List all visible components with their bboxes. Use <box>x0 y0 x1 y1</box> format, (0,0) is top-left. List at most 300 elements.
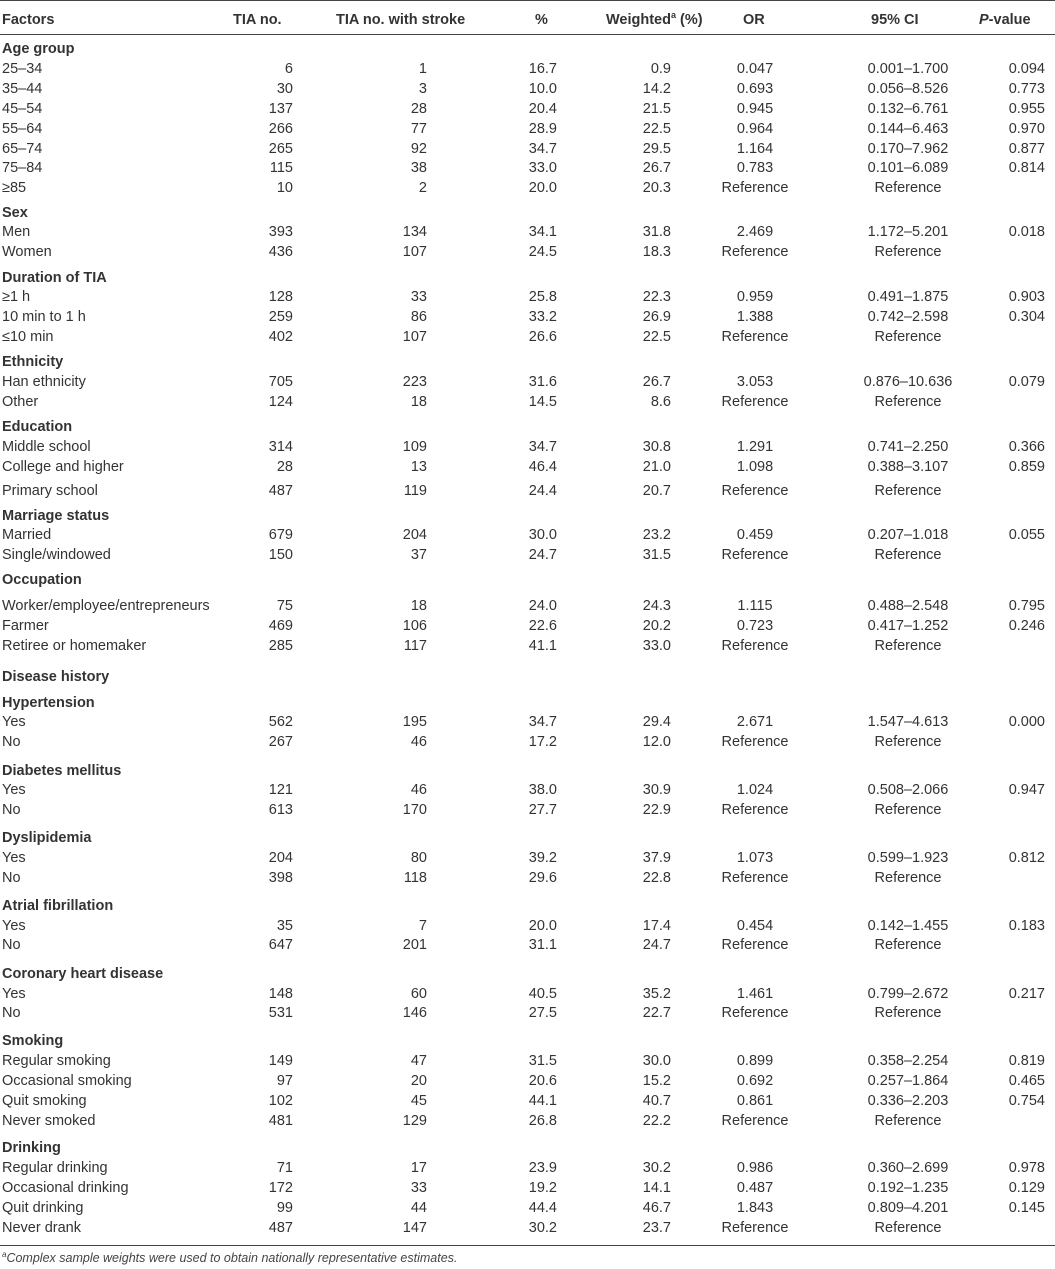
tia-stroke-cell: 33 <box>410 289 427 305</box>
header-weighted-sup: a <box>670 10 676 21</box>
factor-label: No <box>2 870 21 886</box>
odds-ratio-value: Reference <box>721 547 789 563</box>
weighted-cell: 35.2 <box>642 986 671 1002</box>
percent-cell: 34.1 <box>528 224 557 240</box>
percent-cell: 29.6 <box>528 870 557 886</box>
odds-ratio-value: Reference <box>721 1220 789 1236</box>
weighted-cell: 22.7 <box>642 1005 671 1021</box>
weighted-cell: 46.7 <box>642 1200 671 1216</box>
weighted-cell: 14.2 <box>642 81 671 97</box>
weighted-cell: 20.3 <box>642 180 671 196</box>
factor-label: No <box>2 1005 21 1021</box>
tia-stroke-cell: 86 <box>410 309 427 325</box>
tia-no-cell: 30 <box>276 81 293 97</box>
footnote <box>2 1251 457 1265</box>
header-tia-no: TIA no. <box>233 12 282 28</box>
odds-ratio-value: 1.388 <box>736 309 774 325</box>
odds-ratio-value: 0.783 <box>736 160 774 176</box>
table-row <box>0 636 1055 656</box>
odds-ratio-value: Reference <box>721 870 789 886</box>
tia-stroke-cell: 146 <box>402 1005 427 1021</box>
factor-label: 35–44 <box>2 81 43 97</box>
odds-ratio-value: 0.861 <box>736 1093 774 1109</box>
group-header-row <box>0 570 1055 590</box>
factor-label: College and higher <box>2 459 124 475</box>
group-label: Smoking <box>2 1033 64 1049</box>
p-value-cell: 0.366 <box>1008 439 1045 455</box>
tia-no-cell: 148 <box>268 986 293 1002</box>
odds-ratio-value: Reference <box>721 1005 789 1021</box>
odds-ratio-value: 0.945 <box>736 101 774 117</box>
percent-cell: 19.2 <box>528 1180 557 1196</box>
confidence-interval-value: 0.207–1.018 <box>867 527 949 543</box>
tia-stroke-cell: 17 <box>410 1160 427 1176</box>
tia-stroke-cell: 18 <box>410 394 427 410</box>
confidence-interval-value: Reference <box>874 937 942 953</box>
percent-cell: 23.9 <box>528 1160 557 1176</box>
table-row <box>0 712 1055 732</box>
confidence-interval-value: 0.336–2.203 <box>867 1093 949 1109</box>
tia-stroke-cell: 118 <box>403 870 427 886</box>
weighted-cell: 26.9 <box>642 309 671 325</box>
table-row <box>0 242 1055 262</box>
group-header-row <box>0 39 1055 59</box>
group-header-row <box>0 896 1055 916</box>
p-value-cell: 0.812 <box>1008 850 1045 866</box>
weighted-cell: 21.5 <box>642 101 671 117</box>
confidence-interval-value: 0.144–6.463 <box>867 121 949 137</box>
factor-label: 25–34 <box>2 61 43 77</box>
table-header <box>0 10 1055 30</box>
confidence-interval-value: 1.547–4.613 <box>867 714 949 730</box>
tia-no-cell: 266 <box>268 121 293 137</box>
weighted-cell: 22.8 <box>642 870 671 886</box>
p-value-cell: 0.018 <box>1008 224 1045 240</box>
confidence-interval-value: 0.491–1.875 <box>867 289 949 305</box>
tia-no-cell: 172 <box>268 1180 293 1196</box>
top-rule <box>0 0 1055 1</box>
tia-stroke-cell: 33 <box>410 1180 427 1196</box>
group-label: Duration of TIA <box>2 270 107 286</box>
p-value-cell: 0.129 <box>1008 1180 1045 1196</box>
p-value-cell: 0.754 <box>1008 1093 1045 1109</box>
percent-cell: 44.1 <box>528 1093 557 1109</box>
weighted-cell: 22.2 <box>642 1113 671 1129</box>
percent-cell: 24.4 <box>528 483 557 499</box>
factor-label: No <box>2 937 21 953</box>
percent-cell: 22.6 <box>528 618 557 634</box>
tia-stroke-cell: 60 <box>410 986 427 1002</box>
p-value-cell: 0.465 <box>1008 1073 1045 1089</box>
confidence-interval-value: Reference <box>874 180 942 196</box>
p-value-cell: 0.183 <box>1008 918 1045 934</box>
weighted-cell: 29.5 <box>642 141 671 157</box>
factor-label: 75–84 <box>2 160 43 176</box>
confidence-interval-value: 0.741–2.250 <box>867 439 949 455</box>
odds-ratio-value: 3.053 <box>736 374 774 390</box>
odds-ratio-value: 1.291 <box>736 439 774 455</box>
factor-label: ≤10 min <box>2 329 54 345</box>
percent-cell: 17.2 <box>528 734 557 750</box>
factor-label: Yes <box>2 986 26 1002</box>
tia-no-cell: 613 <box>268 802 293 818</box>
table-row <box>0 848 1055 868</box>
confidence-interval-value: 0.132–6.761 <box>867 101 949 117</box>
table-row <box>0 178 1055 198</box>
odds-ratio-value: Reference <box>721 394 789 410</box>
header-ci: 95% CI <box>871 12 919 28</box>
tia-no-cell: 436 <box>268 244 293 260</box>
factor-label: Quit smoking <box>2 1093 87 1109</box>
confidence-interval-value: Reference <box>874 638 942 654</box>
table-row <box>0 616 1055 636</box>
p-value-cell: 0.094 <box>1008 61 1045 77</box>
p-value-cell: 0.055 <box>1008 527 1045 543</box>
tia-no-cell: 705 <box>268 374 293 390</box>
tia-no-cell: 314 <box>268 439 293 455</box>
table-row <box>0 1091 1055 1111</box>
group-label: Marriage status <box>2 508 110 524</box>
header-p-rest: -value <box>988 12 1031 28</box>
table-row <box>0 327 1055 347</box>
weighted-cell: 0.9 <box>650 61 671 77</box>
weighted-cell: 12.0 <box>642 734 671 750</box>
p-value-cell: 0.877 <box>1008 141 1045 157</box>
table-row <box>0 158 1055 178</box>
confidence-interval-value: 0.360–2.699 <box>867 1160 949 1176</box>
percent-cell: 34.7 <box>528 141 557 157</box>
group-header-row <box>0 1138 1055 1158</box>
footnote-sup: a <box>2 1249 7 1259</box>
table-row <box>0 1178 1055 1198</box>
p-value-cell: 0.947 <box>1008 782 1045 798</box>
factor-label: Quit drinking <box>2 1200 84 1216</box>
percent-cell: 30.2 <box>528 1220 557 1236</box>
factor-label: Yes <box>2 782 26 798</box>
percent-cell: 10.0 <box>528 81 557 97</box>
weighted-cell: 37.9 <box>642 850 671 866</box>
weighted-cell: 8.6 <box>650 394 671 410</box>
tia-no-cell: 128 <box>268 289 293 305</box>
weighted-cell: 33.0 <box>642 638 671 654</box>
header-weighted <box>606 10 703 30</box>
percent-cell: 24.5 <box>528 244 557 260</box>
p-value-cell: 0.795 <box>1008 598 1045 614</box>
tia-no-cell: 124 <box>268 394 293 410</box>
weighted-cell: 30.0 <box>642 1053 671 1069</box>
p-value-cell: 0.079 <box>1008 374 1045 390</box>
percent-cell: 20.4 <box>528 101 557 117</box>
weighted-cell: 30.2 <box>642 1160 671 1176</box>
confidence-interval-value: Reference <box>874 244 942 260</box>
table-row <box>0 457 1055 477</box>
odds-ratio-value: 0.459 <box>736 527 774 543</box>
tia-no-cell: 10 <box>276 180 293 196</box>
table-row <box>0 99 1055 119</box>
weighted-cell: 23.7 <box>642 1220 671 1236</box>
table-row <box>0 372 1055 392</box>
tia-no-cell: 267 <box>268 734 293 750</box>
factor-label: Yes <box>2 918 26 934</box>
factor-label: Men <box>2 224 31 240</box>
p-value-cell: 0.246 <box>1008 618 1045 634</box>
percent-cell: 33.2 <box>528 309 557 325</box>
p-value-cell: 0.955 <box>1008 101 1045 117</box>
percent-cell: 27.5 <box>528 1005 557 1021</box>
factor-label: Never smoked <box>2 1113 96 1129</box>
header-p-value <box>979 10 1031 30</box>
p-value-cell: 0.903 <box>1008 289 1045 305</box>
header-rule <box>0 34 1055 35</box>
odds-ratio-value: 0.723 <box>736 618 774 634</box>
tia-no-cell: 28 <box>276 459 293 475</box>
weighted-cell: 26.7 <box>642 374 671 390</box>
group-label: Dyslipidemia <box>2 830 92 846</box>
weighted-cell: 18.3 <box>642 244 671 260</box>
table-row <box>0 868 1055 888</box>
p-value-cell: 0.970 <box>1008 121 1045 137</box>
table-row <box>0 800 1055 820</box>
odds-ratio-value: Reference <box>721 1113 789 1129</box>
factor-label: No <box>2 802 21 818</box>
weighted-cell: 24.7 <box>642 937 671 953</box>
weighted-cell: 26.7 <box>642 160 671 176</box>
p-value-cell: 0.978 <box>1008 1160 1045 1176</box>
factor-label: Regular smoking <box>2 1053 111 1069</box>
table-row <box>0 780 1055 800</box>
percent-cell: 34.7 <box>528 439 557 455</box>
tia-stroke-cell: 46 <box>410 734 427 750</box>
odds-ratio-value: 0.899 <box>736 1053 774 1069</box>
table-row <box>0 287 1055 307</box>
factor-label: 55–64 <box>2 121 43 137</box>
weighted-cell: 22.9 <box>642 802 671 818</box>
percent-cell: 31.5 <box>528 1053 557 1069</box>
confidence-interval-value: Reference <box>874 870 942 886</box>
header-percent: % <box>535 12 548 28</box>
table-row <box>0 222 1055 242</box>
factor-label: Yes <box>2 850 26 866</box>
confidence-interval-value: 0.488–2.548 <box>867 598 949 614</box>
percent-cell: 33.0 <box>528 160 557 176</box>
p-value-cell: 0.859 <box>1008 459 1045 475</box>
tia-stroke-cell: 119 <box>403 483 427 499</box>
group-header-row <box>0 667 1055 687</box>
factor-label: Yes <box>2 714 26 730</box>
tia-no-cell: 402 <box>268 329 293 345</box>
tia-no-cell: 115 <box>269 160 293 176</box>
weighted-cell: 24.3 <box>642 598 671 614</box>
tia-stroke-cell: 201 <box>402 937 427 953</box>
percent-cell: 20.0 <box>528 918 557 934</box>
p-value-cell: 0.217 <box>1008 986 1045 1002</box>
table-row <box>0 935 1055 955</box>
table-row <box>0 392 1055 412</box>
tia-stroke-cell: 107 <box>402 244 427 260</box>
percent-cell: 27.7 <box>528 802 557 818</box>
group-label: Diabetes mellitus <box>2 763 122 779</box>
tia-no-cell: 71 <box>276 1160 293 1176</box>
odds-ratio-value: 1.073 <box>736 850 774 866</box>
tia-stroke-cell: 109 <box>402 439 427 455</box>
p-value-cell: 0.145 <box>1008 1200 1045 1216</box>
odds-ratio-value: 1.098 <box>736 459 774 475</box>
percent-cell: 16.7 <box>528 61 557 77</box>
weighted-cell: 15.2 <box>642 1073 671 1089</box>
p-value-cell: 0.814 <box>1008 160 1045 176</box>
tia-stroke-cell: 195 <box>402 714 427 730</box>
confidence-interval-value: 0.742–2.598 <box>867 309 949 325</box>
odds-ratio-value: Reference <box>721 638 789 654</box>
group-header-row <box>0 1031 1055 1051</box>
tia-no-cell: 204 <box>268 850 293 866</box>
odds-ratio-value: 0.487 <box>736 1180 774 1196</box>
tia-no-cell: 265 <box>268 141 293 157</box>
odds-ratio-value: Reference <box>721 802 789 818</box>
weighted-cell: 40.7 <box>642 1093 671 1109</box>
group-label: Ethnicity <box>2 354 64 370</box>
factor-label: Han ethnicity <box>2 374 86 390</box>
percent-cell: 40.5 <box>528 986 557 1002</box>
factor-label: Worker/employee/entrepreneurs <box>2 598 210 614</box>
confidence-interval-value: 0.257–1.864 <box>867 1073 949 1089</box>
tia-stroke-cell: 18 <box>410 598 427 614</box>
confidence-interval-value: 0.809–4.201 <box>867 1200 949 1216</box>
group-header-row <box>0 352 1055 372</box>
group-header-row <box>0 268 1055 288</box>
confidence-interval-value: 0.799–2.672 <box>867 986 949 1002</box>
tia-stroke-cell: 92 <box>410 141 427 157</box>
group-label: Education <box>2 419 73 435</box>
odds-ratio-value: 0.986 <box>736 1160 774 1176</box>
tia-stroke-cell: 46 <box>410 782 427 798</box>
confidence-interval-value: 0.388–3.107 <box>867 459 949 475</box>
tia-no-cell: 150 <box>268 547 293 563</box>
header-p-italic: P <box>979 12 989 28</box>
confidence-interval-value: Reference <box>874 394 942 410</box>
weighted-cell: 22.3 <box>642 289 671 305</box>
percent-cell: 31.1 <box>528 937 557 953</box>
table-row <box>0 596 1055 616</box>
factor-label: ≥85 <box>2 180 27 196</box>
weighted-cell: 22.5 <box>642 121 671 137</box>
confidence-interval-value: 0.358–2.254 <box>867 1053 949 1069</box>
tia-stroke-cell: 44 <box>410 1200 427 1216</box>
tia-no-cell: 137 <box>268 101 293 117</box>
odds-ratio-value: 2.469 <box>736 224 774 240</box>
table-row <box>0 1111 1055 1131</box>
factor-label: Farmer <box>2 618 49 634</box>
tia-stroke-cell: 129 <box>402 1113 427 1129</box>
factor-label: Never drank <box>2 1220 81 1236</box>
percent-cell: 24.7 <box>528 547 557 563</box>
tia-stroke-cell: 3 <box>418 81 427 97</box>
tia-no-cell: 97 <box>276 1073 293 1089</box>
percent-cell: 38.0 <box>528 782 557 798</box>
tia-no-cell: 149 <box>268 1053 293 1069</box>
percent-cell: 14.5 <box>528 394 557 410</box>
group-label: Atrial fibrillation <box>2 898 114 914</box>
p-value-cell: 0.304 <box>1008 309 1045 325</box>
tia-stroke-cell: 20 <box>410 1073 427 1089</box>
confidence-interval-value: Reference <box>874 802 942 818</box>
percent-cell: 26.6 <box>528 329 557 345</box>
tia-stroke-cell: 1 <box>418 61 427 77</box>
table-row <box>0 1051 1055 1071</box>
table-row <box>0 1158 1055 1178</box>
factor-label: Middle school <box>2 439 91 455</box>
table-row <box>0 59 1055 79</box>
tia-no-cell: 121 <box>268 782 293 798</box>
group-label: Drinking <box>2 1140 61 1156</box>
weighted-cell: 29.4 <box>642 714 671 730</box>
confidence-interval-value: 1.172–5.201 <box>867 224 949 240</box>
confidence-interval-value: 0.417–1.252 <box>867 618 949 634</box>
odds-ratio-value: Reference <box>721 734 789 750</box>
tia-stroke-cell: 38 <box>410 160 427 176</box>
table-row <box>0 481 1055 501</box>
tia-stroke-cell: 117 <box>403 638 427 654</box>
tia-no-cell: 398 <box>268 870 293 886</box>
weighted-cell: 14.1 <box>642 1180 671 1196</box>
tia-stroke-cell: 47 <box>410 1053 427 1069</box>
group-header-row <box>0 203 1055 223</box>
factor-label: 45–54 <box>2 101 43 117</box>
percent-cell: 46.4 <box>528 459 557 475</box>
group-label: Occupation <box>2 572 82 588</box>
confidence-interval-value: 0.170–7.962 <box>867 141 949 157</box>
tia-stroke-cell: 37 <box>410 547 427 563</box>
odds-ratio-value: 0.959 <box>736 289 774 305</box>
factor-label: Retiree or homemaker <box>2 638 147 654</box>
percent-cell: 25.8 <box>528 289 557 305</box>
factor-label: Single/windowed <box>2 547 111 563</box>
tia-no-cell: 531 <box>268 1005 293 1021</box>
tia-stroke-cell: 106 <box>402 618 427 634</box>
footnote-text: Complex sample weights were used to obtain nationally representative estimates. <box>6 1251 458 1265</box>
table-row <box>0 437 1055 457</box>
odds-ratio-value: Reference <box>721 244 789 260</box>
group-header-row <box>0 693 1055 713</box>
tia-no-cell: 35 <box>276 918 293 934</box>
percent-cell: 31.6 <box>528 374 557 390</box>
table-row <box>0 1198 1055 1218</box>
confidence-interval-value: Reference <box>874 483 942 499</box>
tia-no-cell: 679 <box>268 527 293 543</box>
odds-ratio-value: 1.024 <box>736 782 774 798</box>
confidence-interval-value: 0.101–6.089 <box>867 160 949 176</box>
confidence-interval-value: 0.001–1.700 <box>867 61 949 77</box>
tia-no-cell: 562 <box>268 714 293 730</box>
percent-cell: 44.4 <box>528 1200 557 1216</box>
confidence-interval-value: Reference <box>874 1220 942 1236</box>
table-row <box>0 79 1055 99</box>
table-row <box>0 1218 1055 1238</box>
factor-label: 65–74 <box>2 141 43 157</box>
table-row <box>0 916 1055 936</box>
group-header-row <box>0 828 1055 848</box>
tia-stroke-cell: 107 <box>402 329 427 345</box>
table-row <box>0 732 1055 752</box>
tia-no-cell: 75 <box>276 598 293 614</box>
tia-stroke-cell: 13 <box>410 459 427 475</box>
weighted-cell: 17.4 <box>642 918 671 934</box>
percent-cell: 20.0 <box>528 180 557 196</box>
confidence-interval-value: 0.508–2.066 <box>867 782 949 798</box>
tia-no-cell: 6 <box>284 61 293 77</box>
weighted-cell: 31.5 <box>642 547 671 563</box>
odds-ratio-value: 0.964 <box>736 121 774 137</box>
